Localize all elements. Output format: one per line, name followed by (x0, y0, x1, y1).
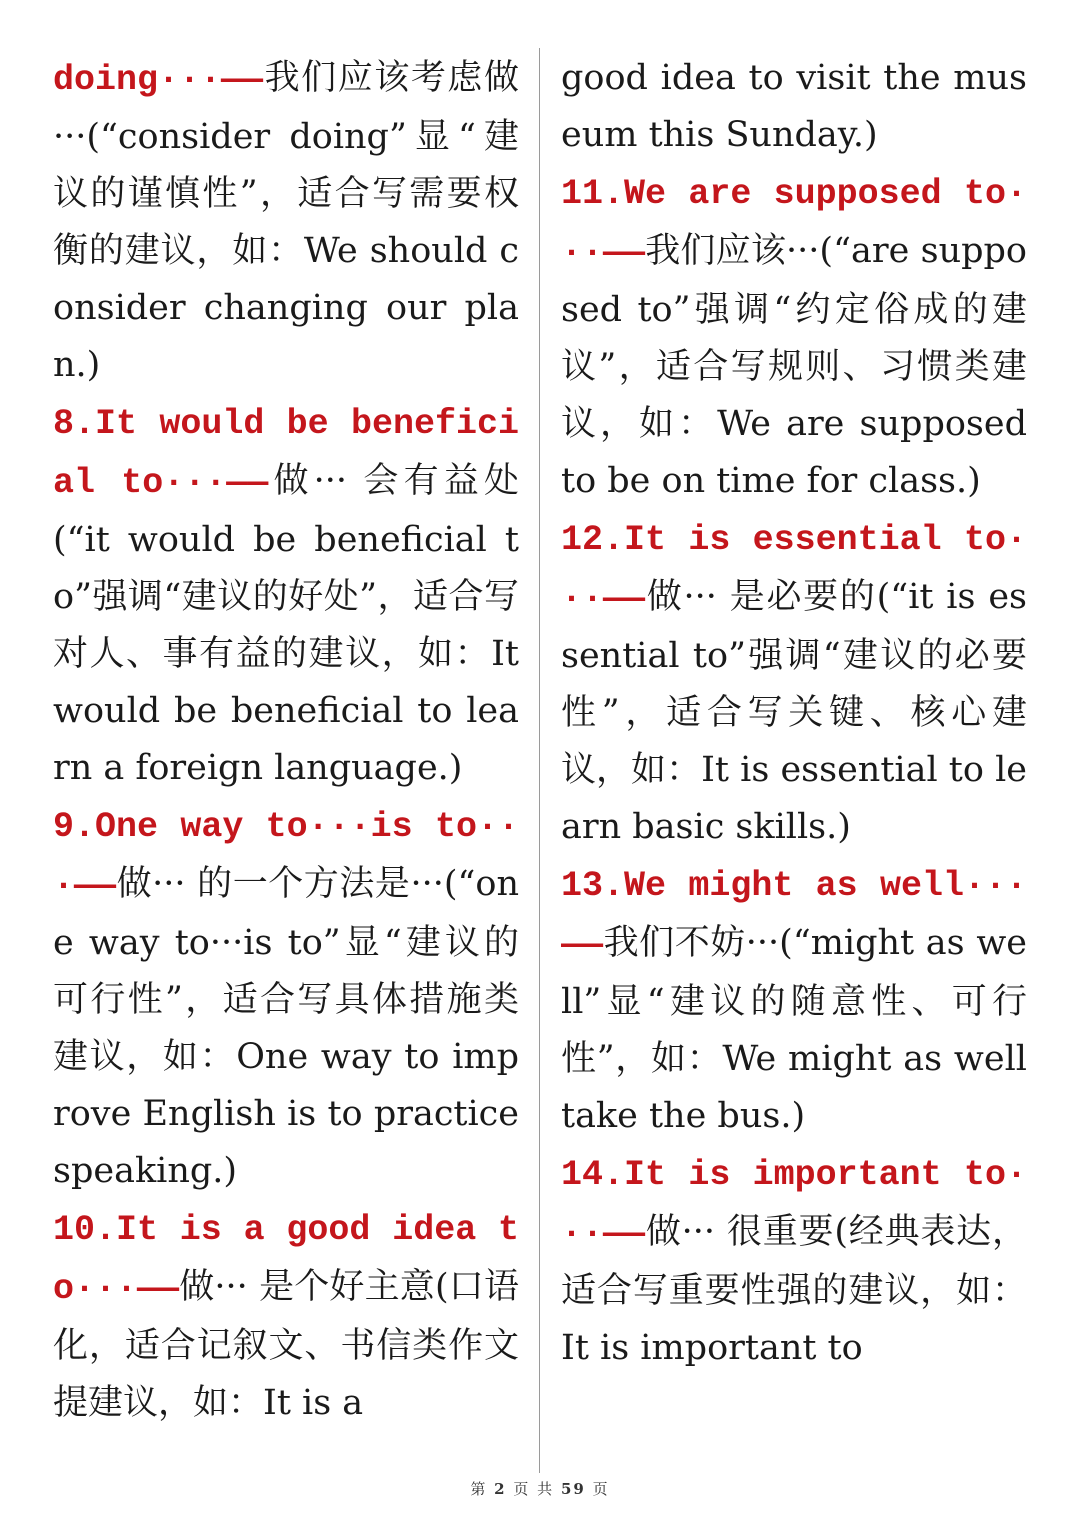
entry-heading: 12.It is essential to···—— (561, 520, 1027, 619)
entry-7-continued (53, 50, 519, 394)
entry-body: 我们应该···(“are supposed to”强调“约定俗成的建议”，适合写规则、习惯类建议，如：We are supposed to be on time for class.) (561, 231, 1027, 501)
entry-heading: 14.It is important to···—— (561, 1155, 1027, 1254)
entry-body: 做··· 会有益处(“it would be beneficial to”强调“建议的好处”，适合写对人、事有益的建议，如：It would be beneficial to learn a foreign language.) (53, 461, 519, 788)
entry-body: 做··· 是个好主意(口语化，适合记叙文、书信类作文提建议，如：It is a (53, 1267, 519, 1423)
entry-10 (53, 1200, 519, 1432)
right-column (561, 50, 1027, 1480)
page-footer (0, 1478, 1080, 1499)
entry-body: 做··· 是必要的(“it is essential to”强调“建议的必要性”，适合写关键、核心建议，如：It is essential to learn basic skills.) (561, 577, 1027, 847)
footer-middle: 页 共 (513, 1480, 555, 1498)
entry-12 (561, 510, 1027, 856)
entry-heading: 13.We might as well···—— (561, 866, 1027, 965)
entry-13 (561, 856, 1027, 1145)
entry-8 (53, 394, 519, 797)
entry-body: good idea to visit the museum this Sunday.) (561, 58, 1027, 155)
entry-heading: 8.It would be beneficial to···—— (53, 404, 519, 503)
footer-prefix: 第 (470, 1480, 488, 1498)
entry-heading: 11.We are supposed to···—— (561, 174, 1027, 273)
footer-suffix: 页 (592, 1480, 610, 1498)
entry-body: 做··· 很重要(经典表达，适合写重要性强的建议，如：It is important to (561, 1212, 1027, 1368)
entry-14 (561, 1145, 1027, 1377)
footer-total-pages: 59 (560, 1480, 586, 1498)
left-column (53, 50, 519, 1480)
column-divider (539, 48, 540, 1473)
entry-heading: doing···—— (53, 60, 264, 100)
entry-body: 做··· 的一个方法是···(“one way to···is to”显“建议的可行性”，适合写具体措施类建议，如：One way to improve English is to practice speaking.) (53, 864, 519, 1191)
footer-page-number: 2 (494, 1480, 507, 1498)
entry-11 (561, 164, 1027, 510)
entry-10-continued (561, 50, 1027, 164)
entry-body: 我们不妨···(“might as well”显“建议的随意性、可行性”，如：We might as well take the bus.) (561, 923, 1027, 1136)
entry-heading: 9.One way to···is to···—— (53, 807, 519, 906)
entry-body: 我们应该考虑做···(“consider doing”显“建议的谨慎性”，适合写需要权衡的建议，如：We should consider changing our plan.) (53, 58, 519, 385)
entry-heading: 10.It is a good idea to···—— (53, 1210, 519, 1309)
entry-9 (53, 797, 519, 1200)
